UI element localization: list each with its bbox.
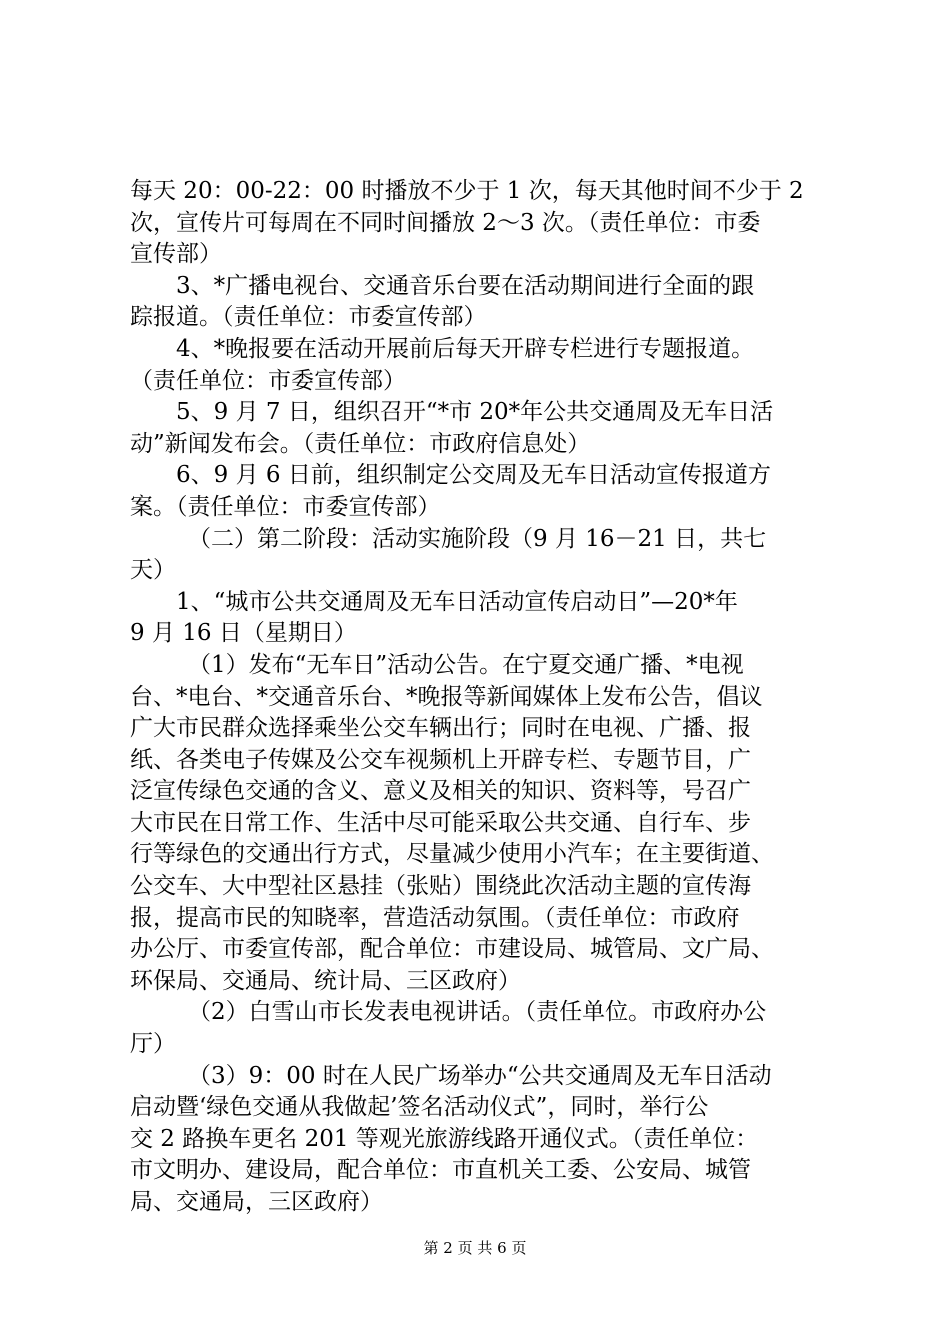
- text-line: （责任单位：市委宣传部）: [130, 367, 406, 394]
- text-line: 行等绿色的交通出行方式，尽量减少使用小汽车；在主要街道、: [130, 841, 774, 868]
- text-line: 次，宣传片可每周在不同时间播放 2～3 次。（责任单位：市委: [130, 209, 761, 236]
- text-line: （1）发布“无车日”活动公告。在宁夏交通广播、*电视: [188, 651, 744, 678]
- page-footer: 第 2 页 共 6 页: [423, 1239, 527, 1257]
- text-line: 交 2 路换车更名 201 等观光旅游线路开通仪式。（责任单位：: [130, 1125, 759, 1152]
- text-line: 踪报道。（责任单位：市委宣传部）: [130, 304, 487, 331]
- text-line: 泛宣传绿色交通的含义、意义及相关的知识、资料等，号召广: [130, 778, 751, 805]
- text-line: 4、*晚报要在活动开展前后每天开辟专栏进行专题报道。: [176, 335, 755, 362]
- text-line: 局、交通局，三区政府）: [130, 1189, 383, 1215]
- text-line: 台、*电台、*交通音乐台、*晚报等新闻媒体上发布公告，倡议: [130, 683, 763, 710]
- text-line: 启动暨‘绿色交通从我做起’签名活动仪式”，同时，举行公: [130, 1094, 709, 1121]
- text-line: 3、*广播电视台、交通音乐台要在活动期间进行全面的跟: [176, 272, 755, 299]
- text-line: （2）白雪山市长发表电视讲话。（责任单位。市政府办公: [188, 999, 767, 1026]
- text-line: （3）9：00 时在人民广场举办“公共交通周及无车日活动: [188, 1062, 772, 1089]
- text-line: 宣传部）: [130, 241, 222, 268]
- document-body: [130, 176, 834, 1219]
- text-line: 广大市民群众选择乘坐公交车辆出行；同时在电视、广播、报: [130, 715, 751, 742]
- text-line: （二）第二阶段：活动实施阶段（9 月 16－21 日，共七: [188, 525, 767, 552]
- text-line: 案。（责任单位：市委宣传部）: [130, 493, 441, 520]
- text-line: 天）: [130, 557, 176, 584]
- text-line: 6、9 月 6 日前，组织制定公交周及无车日活动宣传报道方: [176, 462, 771, 489]
- text-line: 报，提高市民的知晓率，营造活动氛围。（责任单位：市政府: [130, 904, 740, 931]
- text-line: 办公厅、市委宣传部，配合单位：市建设局、城管局、文广局、: [130, 936, 774, 963]
- text-line: 9 月 16 日（星期日）: [130, 620, 357, 647]
- text-line: 厅）: [130, 1031, 176, 1058]
- text-line: 1、“城市公共交通周及无车日活动宣传启动日”—20*年: [176, 588, 738, 615]
- text-line: 动”新闻发布会。（责任单位：市政府信息处）: [130, 430, 591, 457]
- text-line: 每天 20：00-22：00 时播放不少于 1 次，每天其他时间不少于 2: [130, 178, 804, 204]
- text-line: 5、9 月 7 日，组织召开“*市 20*年公共交通周及无车日活: [176, 399, 774, 426]
- text-line: 市文明办、建设局，配合单位：市直机关工委、公安局、城管: [130, 1157, 751, 1184]
- text-line: 纸、各类电子传媒及公交车视频机上开辟专栏、专题节目，广: [130, 746, 751, 773]
- text-line: 环保局、交通局、统计局、三区政府）: [130, 967, 521, 994]
- text-line: 公交车、大中型社区悬挂（张贴）围绕此次活动主题的宣传海: [130, 873, 751, 900]
- text-line: 大市民在日常工作、生活中尽可能采取公共交通、自行车、步: [130, 809, 751, 836]
